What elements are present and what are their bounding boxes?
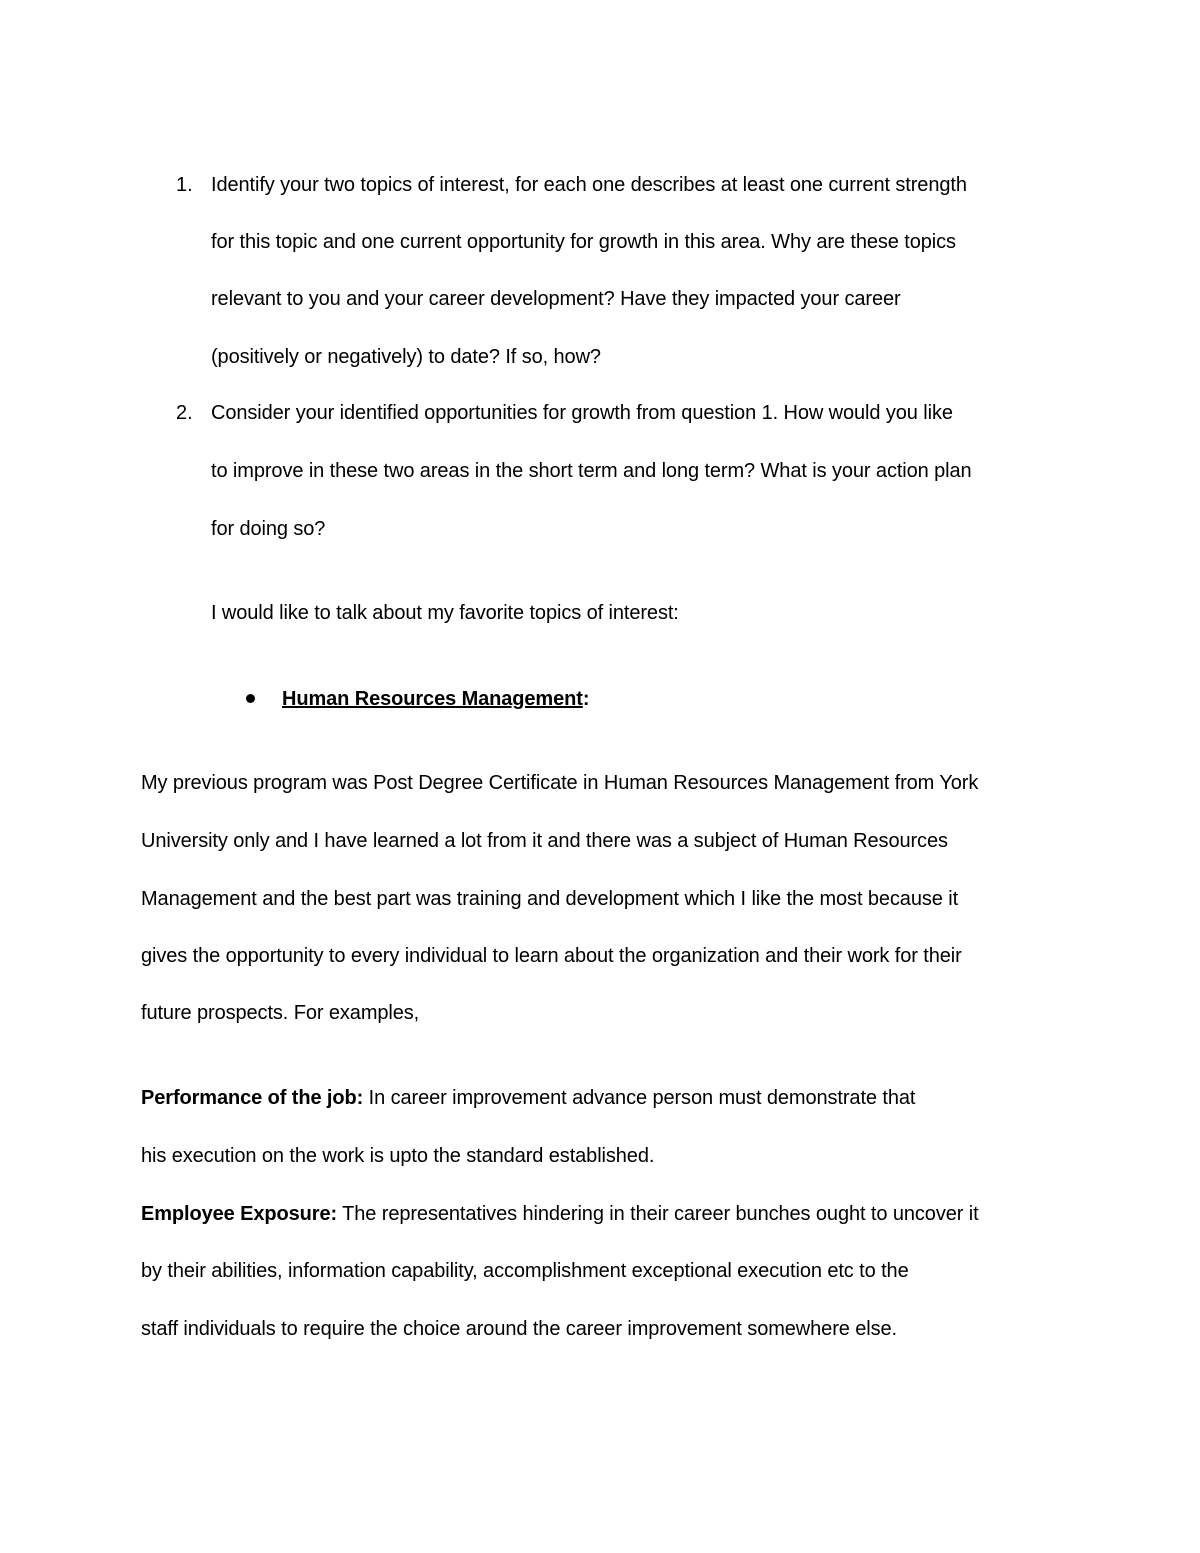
question-2-line-2: to improve in these two areas in the short term and long term? What is your action plan <box>211 460 972 482</box>
paragraph-line-5: future prospects. For examples, <box>141 1002 420 1024</box>
performance-label: Performance of the job: <box>141 1087 364 1109</box>
exposure-line-1 <box>141 1201 979 1227</box>
question-2-number: 2. <box>176 402 193 424</box>
question-1-line-3: relevant to you and your career development? Have they impacted your career <box>211 288 901 310</box>
performance-line-1 <box>141 1085 915 1111</box>
exposure-text: The representatives hindering in their career bunches ought to uncover it <box>337 1203 979 1225</box>
paragraph-line-3: Management and the best part was training and development which I like the most because it <box>141 888 959 910</box>
question-1-line-2: for this topic and one current opportunity for growth in this area. Why are these topics <box>211 231 956 253</box>
exposure-line-3: staff individuals to require the choice around the career improvement somewhere else. <box>141 1318 897 1340</box>
paragraph-line-4: gives the opportunity to every individual to learn about the organization and their work for their <box>141 945 962 967</box>
performance-text: In career improvement advance person must demonstrate that <box>363 1087 916 1109</box>
intro-text: I would like to talk about my favorite topics of interest: <box>211 602 679 624</box>
bullet-heading <box>282 686 589 712</box>
question-1-line-4: (positively or negatively) to date? If so, how? <box>211 346 601 368</box>
exposure-label: Employee Exposure: <box>141 1203 338 1225</box>
bullet-icon <box>246 694 255 703</box>
paragraph-line-1: My previous program was Post Degree Certificate in Human Resources Management from York <box>141 772 979 794</box>
question-1-line-1: Identify your two topics of interest, for each one describes at least one current strength <box>211 174 967 196</box>
question-2-line-1: Consider your identified opportunities for growth from question 1. How would you like <box>211 402 953 424</box>
bullet-title: Human Resources Management <box>282 688 583 710</box>
bullet-suffix: : <box>582 688 590 710</box>
question-1-number: 1. <box>176 174 193 196</box>
performance-line-2: his execution on the work is upto the standard established. <box>141 1145 655 1167</box>
question-2-line-3: for doing so? <box>211 518 326 540</box>
exposure-line-2: by their abilities, information capability, accomplishment exceptional execution etc to the <box>141 1260 909 1282</box>
paragraph-line-2: University only and I have learned a lot from it and there was a subject of Human Resources <box>141 830 948 852</box>
